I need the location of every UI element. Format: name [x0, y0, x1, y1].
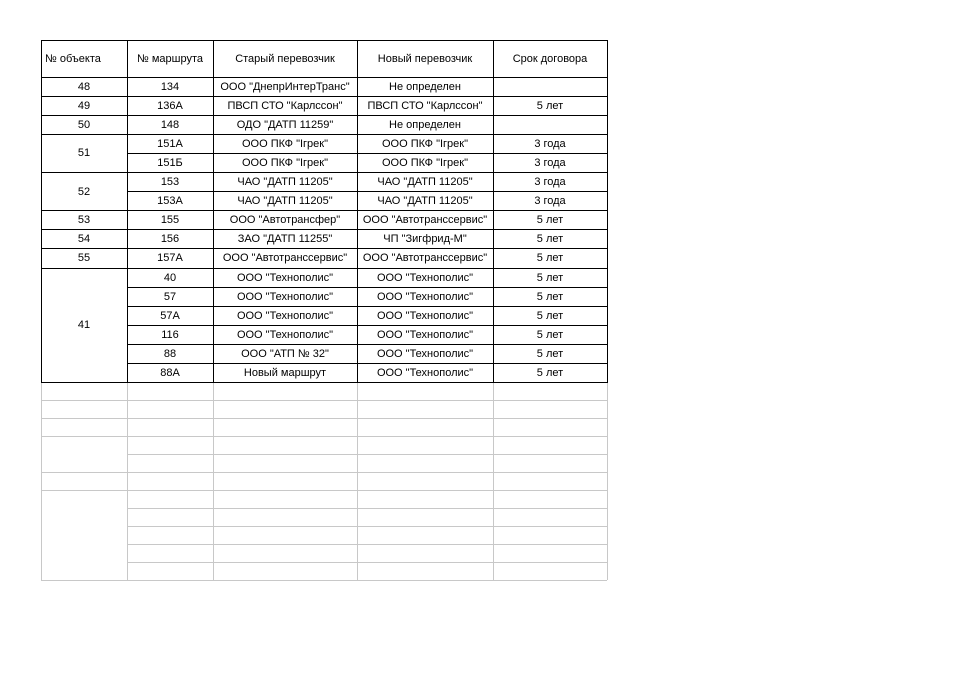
contract-term-cell[interactable]: 3 года: [534, 176, 566, 189]
object-number-cell[interactable]: 55: [77, 252, 91, 265]
grid-line: [41, 40, 42, 383]
new-carrier-cell[interactable]: ООО "Технополис": [376, 290, 474, 303]
new-carrier-cell[interactable]: ООО ПКФ "Ігрек": [381, 156, 468, 169]
old-carrier-cell[interactable]: ЗАО "ДАТП 11255": [237, 233, 333, 246]
old-carrier-cell[interactable]: ОДО "ДАТП 11259": [236, 118, 334, 131]
contract-term-cell[interactable]: 5 лет: [536, 233, 564, 246]
old-carrier-cell[interactable]: ООО "Технополис": [236, 328, 334, 341]
new-carrier-cell[interactable]: Не определен: [389, 80, 461, 93]
route-number-cell[interactable]: 153: [160, 176, 180, 189]
new-carrier-cell[interactable]: ЧАО "ДАТП 11205": [377, 176, 473, 189]
header-object-number[interactable]: № объекта: [45, 52, 101, 65]
header-old-carrier[interactable]: Старый перевозчик: [235, 52, 335, 65]
old-carrier-cell[interactable]: ООО "Технополис": [236, 290, 334, 303]
old-carrier-cell[interactable]: ЧАО "ДАТП 11205": [237, 195, 333, 208]
contract-term-cell[interactable]: 5 лет: [536, 367, 564, 380]
old-carrier-cell[interactable]: ООО "Автотранссервис": [222, 252, 348, 265]
route-number-cell[interactable]: 134: [160, 80, 180, 93]
old-carrier-cell[interactable]: ПВСП СТО "Карлссон": [227, 99, 343, 112]
object-number-cell[interactable]: 48: [77, 80, 91, 93]
grid-line: [493, 40, 494, 383]
object-number-cell[interactable]: 41: [77, 319, 91, 332]
new-carrier-cell[interactable]: ООО "Технополис": [376, 309, 474, 322]
route-number-cell[interactable]: 148: [160, 118, 180, 131]
grid-line: [127, 40, 128, 383]
new-carrier-cell[interactable]: ООО "Автотранссервис": [362, 214, 488, 227]
contract-term-cell[interactable]: 5 лет: [536, 347, 564, 360]
grid-line: [213, 40, 214, 383]
route-number-cell[interactable]: 151Б: [157, 156, 183, 169]
header-new-carrier[interactable]: Новый перевозчик: [377, 52, 473, 65]
contract-term-cell[interactable]: 3 года: [534, 195, 566, 208]
contract-term-cell[interactable]: [493, 115, 607, 134]
old-carrier-cell[interactable]: ООО "АТП № 32": [241, 347, 329, 360]
route-number-cell[interactable]: 57А: [160, 309, 180, 322]
object-number-cell[interactable]: 54: [77, 233, 91, 246]
contract-term-cell[interactable]: 5 лет: [536, 252, 564, 265]
route-number-cell[interactable]: 88А: [160, 367, 180, 380]
grid-line: [127, 544, 607, 545]
grid-line: [213, 383, 214, 580]
contract-term-cell[interactable]: 3 года: [534, 156, 566, 169]
new-carrier-cell[interactable]: ООО ПКФ "Ігрек": [381, 137, 468, 150]
new-carrier-cell[interactable]: ООО "Технополис": [376, 328, 474, 341]
new-carrier-cell[interactable]: ЧАО "ДАТП 11205": [377, 195, 473, 208]
grid-line: [493, 383, 494, 580]
object-number-cell[interactable]: 50: [77, 118, 91, 131]
old-carrier-cell[interactable]: Новый маршрут: [243, 367, 327, 380]
grid-line: [127, 508, 607, 509]
old-carrier-cell[interactable]: ЧАО "ДАТП 11205": [237, 176, 333, 189]
grid-line: [607, 383, 608, 580]
grid-line: [127, 454, 607, 455]
contract-term-cell[interactable]: 5 лет: [536, 290, 564, 303]
grid-line: [127, 383, 128, 580]
header-contract-term[interactable]: Срок договора: [512, 52, 588, 65]
route-number-cell[interactable]: 151А: [157, 137, 183, 150]
old-carrier-cell[interactable]: ООО "Автотрансфер": [229, 214, 341, 227]
contract-term-cell[interactable]: 5 лет: [536, 309, 564, 322]
contract-term-cell[interactable]: 3 года: [534, 137, 566, 150]
new-carrier-cell[interactable]: ПВСП СТО "Карлссон": [367, 99, 483, 112]
contract-term-cell[interactable]: [493, 77, 607, 96]
route-number-cell[interactable]: 155: [160, 214, 180, 227]
grid-line: [607, 40, 608, 383]
header-route-number[interactable]: № маршрута: [136, 52, 203, 65]
new-carrier-cell[interactable]: ООО "Автотранссервис": [362, 252, 488, 265]
new-carrier-cell[interactable]: ООО "Технополис": [376, 271, 474, 284]
old-carrier-cell[interactable]: ООО ПКФ "Ігрек": [241, 156, 328, 169]
old-carrier-cell[interactable]: ООО ПКФ "Ігрек": [241, 137, 328, 150]
route-number-cell[interactable]: 40: [163, 271, 177, 284]
grid-line: [357, 383, 358, 580]
object-number-cell[interactable]: 51: [77, 147, 91, 160]
contract-term-cell[interactable]: 5 лет: [536, 328, 564, 341]
old-carrier-cell[interactable]: ООО "Технополис": [236, 309, 334, 322]
new-carrier-cell[interactable]: ООО "Технополис": [376, 367, 474, 380]
object-number-cell[interactable]: 52: [77, 185, 91, 198]
route-number-cell[interactable]: 116: [161, 328, 179, 341]
route-number-cell[interactable]: 57: [163, 290, 177, 303]
grid-line: [41, 580, 607, 581]
grid-line: [41, 383, 42, 580]
old-carrier-cell[interactable]: ООО "Технополис": [236, 271, 334, 284]
new-carrier-cell[interactable]: ООО "Технополис": [376, 347, 474, 360]
new-carrier-cell[interactable]: ЧП "Зигфрид-М": [383, 233, 467, 246]
object-number-cell[interactable]: 53: [77, 214, 91, 227]
contract-term-cell[interactable]: 5 лет: [536, 271, 564, 284]
new-carrier-cell[interactable]: Не определен: [389, 118, 461, 131]
route-number-cell[interactable]: 88: [163, 347, 177, 360]
contract-term-cell[interactable]: 5 лет: [536, 214, 564, 227]
route-number-cell[interactable]: 157А: [157, 252, 183, 265]
route-number-cell[interactable]: 156: [160, 233, 180, 246]
route-number-cell[interactable]: 153А: [157, 195, 183, 208]
object-number-cell[interactable]: 49: [77, 99, 91, 112]
route-number-cell[interactable]: 136А: [157, 99, 183, 112]
old-carrier-cell[interactable]: ООО "ДнепрИнтерТранс": [220, 80, 350, 93]
grid-line: [127, 562, 607, 563]
grid-line: [357, 40, 358, 383]
grid-line: [127, 526, 607, 527]
contract-term-cell[interactable]: 5 лет: [536, 99, 564, 112]
